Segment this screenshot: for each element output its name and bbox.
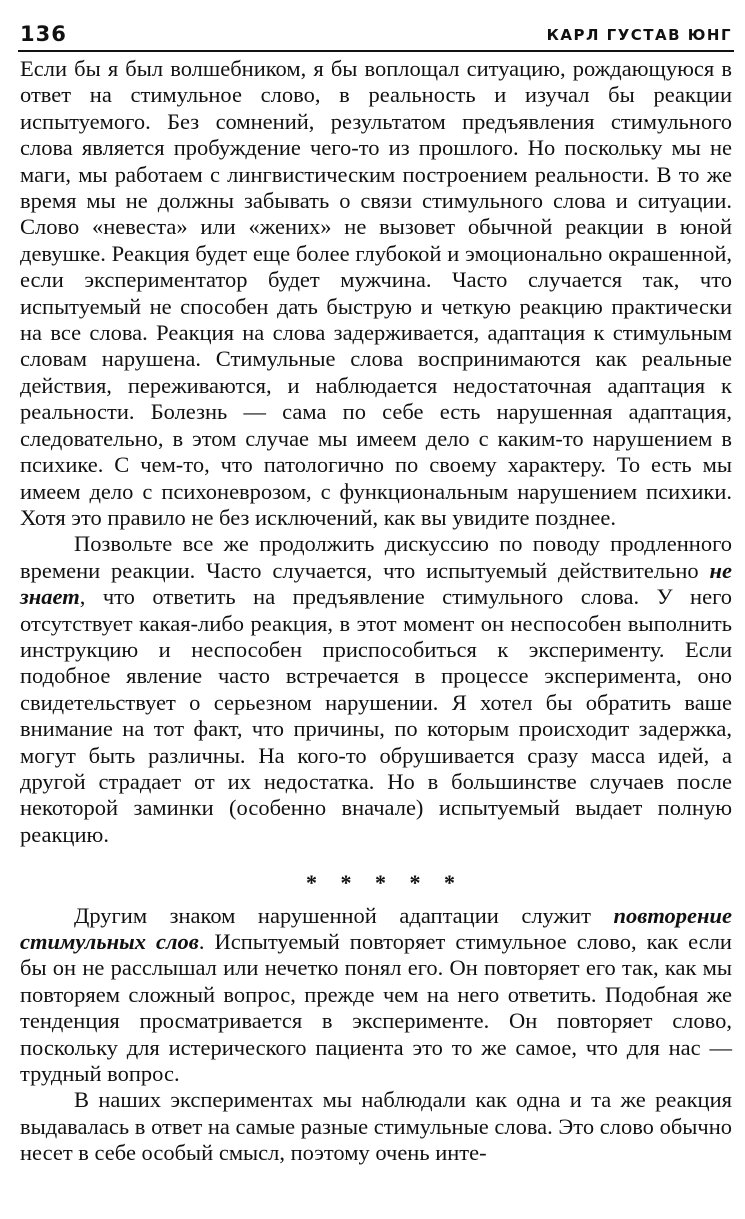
paragraph-2 [20, 531, 732, 848]
paragraph-3 [20, 903, 732, 1088]
running-title: КАРЛ ГУСТАВ ЮНГ [546, 26, 732, 44]
page-header [20, 22, 732, 50]
paragraph-2-emphasis: не знает [20, 557, 732, 610]
section-separator: * * * * * [306, 870, 464, 896]
page-number: 136 [20, 22, 67, 46]
paragraph-3-emphasis: повторение стимульных слов [20, 902, 732, 954]
paragraph-3-text-a: Другим знаком нарушенной адаптации служит [74, 902, 614, 928]
paragraph-2-text-b: , что ответить на предъявление стимульного слова. У него отсутствует какая-либо реакция, в этот момент он неспособен выполнить инструкцию и неспособен приспособиться к эксперименту. Если подобное явление часто встречается в процессе эксперимента, оно свидетельствует о серьезном нарушении. Я хотел бы обратить ваше внимание на тот факт, что причины, по которым происходит задержка, могут быть различны. На кого-то обрушивается сразу масса идей, а другой страдает от их недостатка. Но в большинстве случаев после некоторой заминки (особенно вначале) испытуемый выдает полную реакцию. [20, 584, 732, 847]
paragraph-2-text-a: Позвольте все же продолжить дискуссию по поводу продленного времени реакции. Часто случается, что испытуемый действительно [20, 531, 732, 583]
paragraph-1: Если бы я был волшебником, я бы воплощал ситуацию, рождающуюся в ответ на стимульное слово, в реальность и изучал бы реакции испытуемого. Без сомнений, результатом предъявления стимульного слова является пробуждение чего-то из прошлого. Но поскольку мы не маги, мы работаем с лингвистическим построением реальности. В то же время мы не должны забывать о связи стимульного слова и ситуации. Слово «невеста» или «жених» не вызовет обычной реакции в юной девушке. Реакция будет еще более глубокой и эмоционально окрашенной, если экспериментатор будет мужчина. Часто случается так, что испытуемый не способен дать быструю и четкую реакцию практически на все слова. Реакция на слова задерживается, адаптация к стимульным словам нарушена. Стимульные слова воспринимаются как реальные действия, переживаются, и наблюдается недостаточная адаптация к реальности. Болезнь — сама по себе есть нарушенная адаптация, следовательно, в этом случае мы имеем дело с каким-то нарушением в психике. С чем-то, что патологично по своему характеру. То есть мы имеем дело с психоневрозом, с функциональным нарушением психики. Хотя это правило не без исключений, как вы увидите позднее. [20, 56, 732, 530]
page-body [20, 56, 732, 1167]
paragraph-3-text-b: . Испытуемый повторяет стимульное слово, как если бы он не расслышал или нечетко понял его. Он повторяет его так, как мы повторяем сложный вопрос, прежде чем на него ответить. Подобная же тенденция просматривается в эксперименте. Он повторяет слово, поскольку для истерического пациента это то же самое, что для нас — трудный вопрос. [20, 929, 732, 1087]
header-rule [18, 50, 734, 52]
paragraph-4: В наших экспериментах мы наблюдали как одна и та же реакция выдавалась в ответ на самые разные стимульные слова. Это слово обычно несет в себе особый смысл, поэтому очень инте- [20, 1087, 732, 1166]
